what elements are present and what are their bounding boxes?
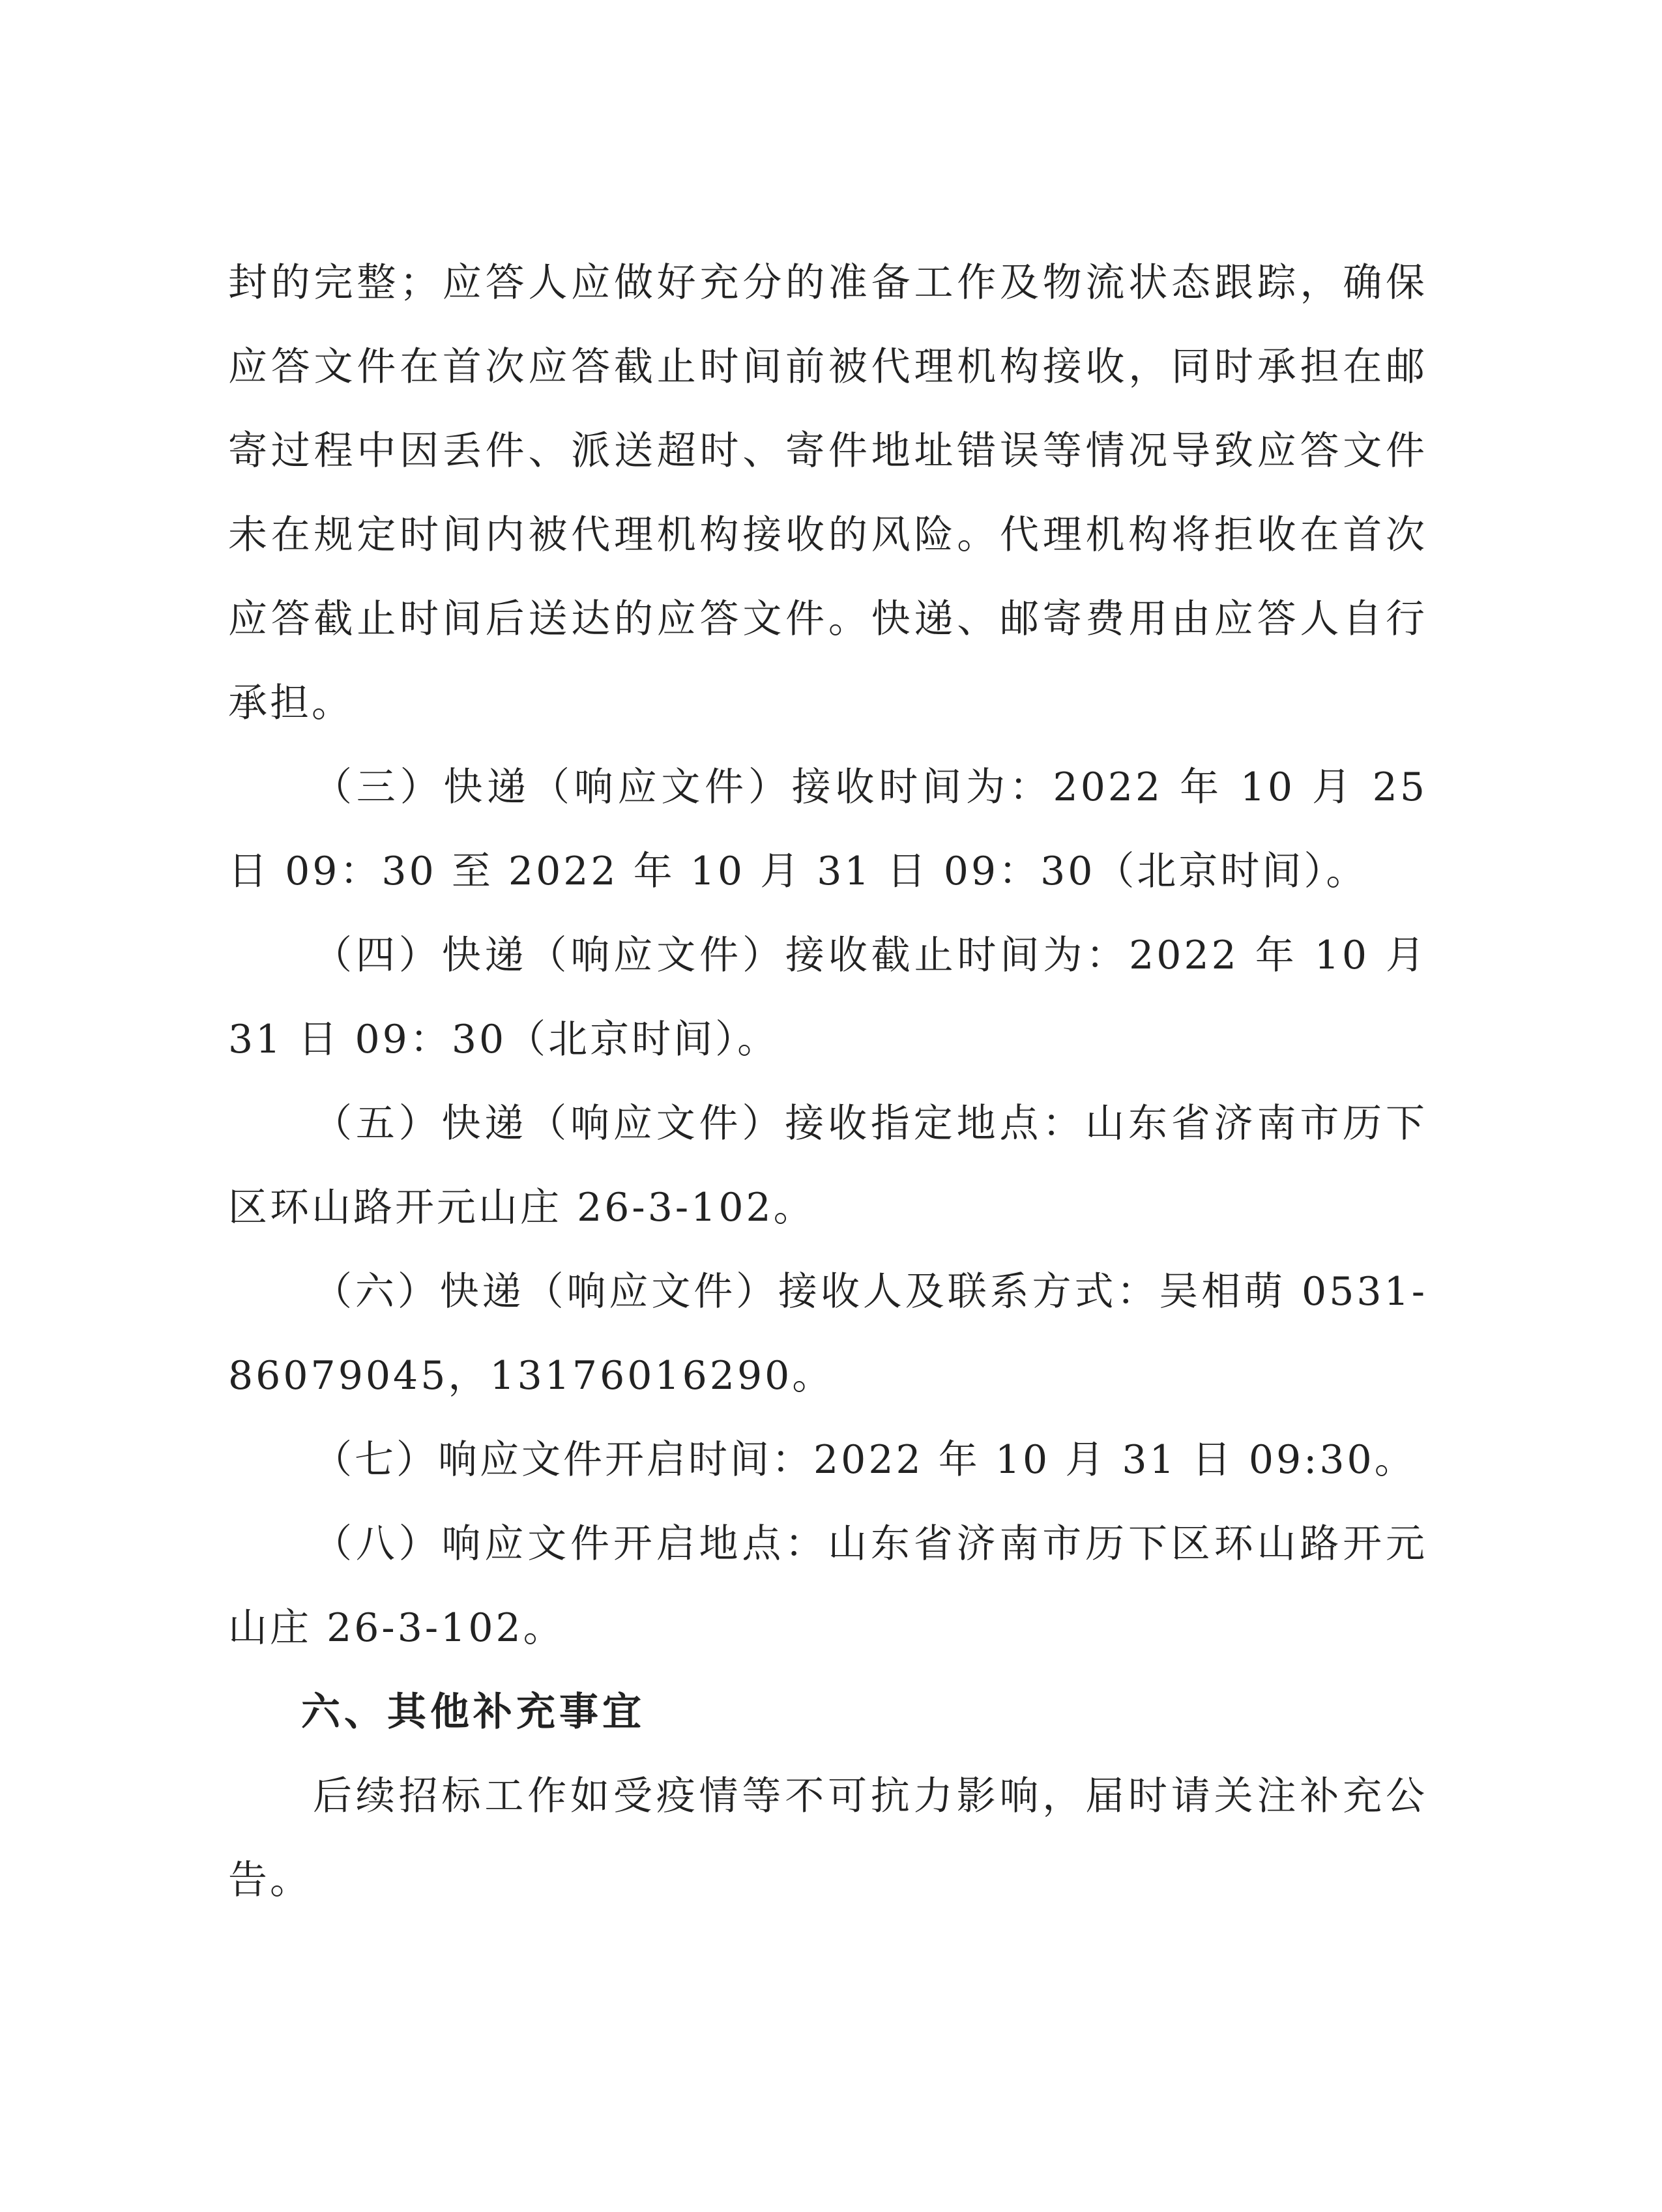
paragraph-receive-location: （五）快递（响应文件）接收指定地点：山东省济南市历下区环山路开元山庄 26-3-102。	[228, 1101, 1427, 1230]
paragraph-receive-deadline: （四）快递（响应文件）接收截止时间为：2022 年 10 月 31 日 09：30（北京时间）。	[228, 933, 1427, 1062]
document-body	[228, 241, 1427, 1923]
paragraph-continuation: 封的完整；应答人应做好充分的准备工作及物流状态跟踪，确保应答文件在首次应答截止时间前被代理机构接收，同时承担在邮寄过程中因丢件、派送超时、寄件地址错误等情况导致应答文件未在规定时间内被代理机构接收的风险。代理机构将拒收在首次应答截止时间后送达的应答文件。快递、邮寄费用由应答人自行承担。	[228, 260, 1427, 726]
paragraph-opening-location: （八）响应文件开启地点：山东省济南市历下区环山路开元山庄 26-3-102。	[228, 1521, 1427, 1651]
paragraph-receive-time: （三）快递（响应文件）接收时间为：2022 年 10 月 25 日 09：30 至 2022 年 10 月 31 日 09：30（北京时间）。	[228, 764, 1427, 894]
paragraph-receiver-contact: （六）快递（响应文件）接收人及联系方式：吴相萌 0531-86079045，13176016290。	[228, 1269, 1427, 1399]
section-heading: 六、其他补充事宜	[301, 1689, 645, 1735]
paragraph-closing: 后续招标工作如受疫情等不可抗力影响，届时请关注补充公告。	[228, 1773, 1427, 1903]
paragraph-opening-time: （七）响应文件开启时间：2022 年 10 月 31 日 09:30。	[313, 1437, 1416, 1483]
